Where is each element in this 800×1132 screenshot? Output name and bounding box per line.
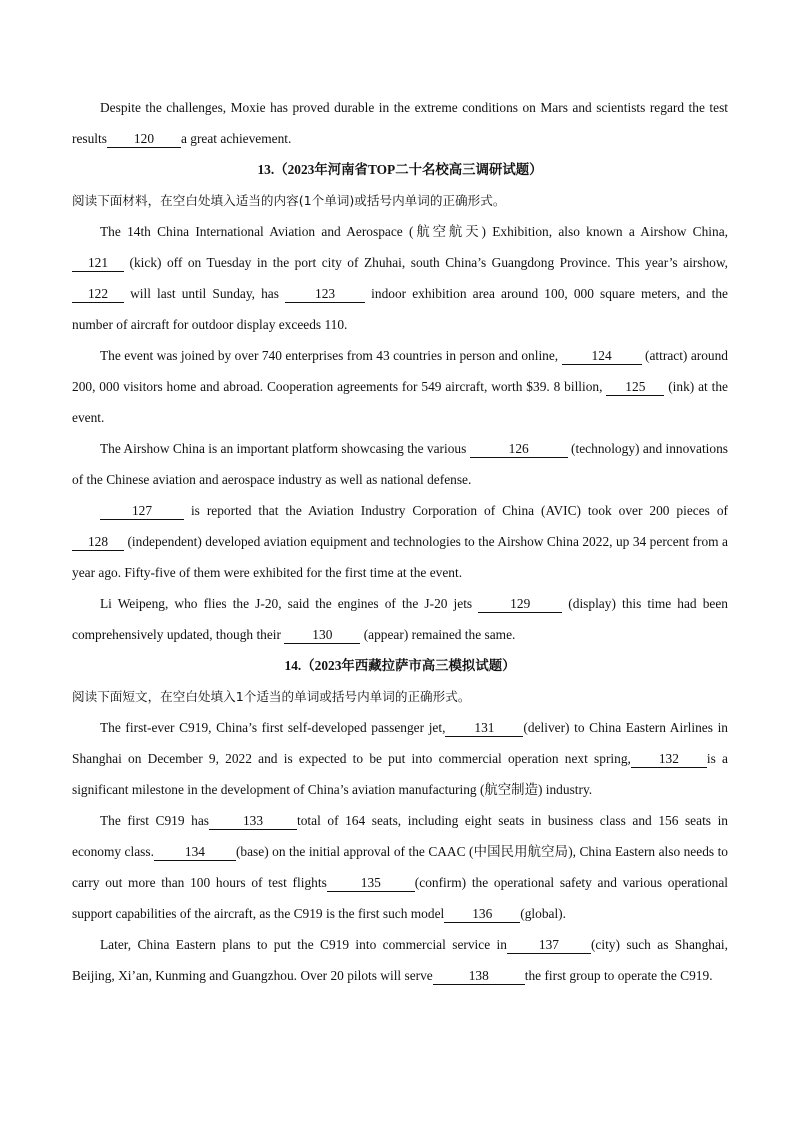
answer-blank-134: 134 <box>154 844 236 861</box>
answer-blank-123: 123 <box>285 286 365 303</box>
passage-paragraph <box>72 433 728 495</box>
passage-paragraph <box>72 495 728 588</box>
answer-blank-129: 129 <box>478 596 562 613</box>
passage-paragraph <box>72 588 728 650</box>
text-run: 13.（2023年河南省TOP二十名校高三调研试题） <box>257 162 543 177</box>
answer-blank-124: 124 <box>562 348 642 365</box>
answer-blank-128: 128 <box>72 534 124 551</box>
document-page <box>72 92 728 991</box>
passage-paragraph <box>72 216 728 340</box>
text-run: (technology) and innovations of the Chinese aviation and aerospace industry as well as national defense. <box>72 441 728 487</box>
text-run: is reported that the Aviation Industry Corporation of China (AVIC) took over 200 pieces of <box>184 503 728 518</box>
text-run: 阅读下面短文，在空白处填入1个适当的单词或括号内单词的正确形式。 <box>72 689 471 704</box>
text-run: The Airshow China is an important platform showcasing the various <box>100 441 470 456</box>
text-run: is a significant milestone in the development of China’s aviation manufacturing (航空制造) industry. <box>72 751 728 797</box>
passage-paragraph <box>72 340 728 433</box>
answer-blank-120: 120 <box>107 131 181 148</box>
answer-blank-125: 125 <box>606 379 664 396</box>
text-run: (attract) around 200, 000 visitors home and abroad. Cooperation agreements for 549 aircraft, worth $39. 8 billion, <box>72 348 729 394</box>
passage-paragraph <box>72 92 728 154</box>
text-run: The 14th China International Aviation and Aerospace (航空航天) Exhibition, also known a Airshow China, <box>100 224 728 239</box>
answer-blank-132: 132 <box>631 751 707 768</box>
answer-blank-138: 138 <box>433 968 525 985</box>
text-run: The first C919 has <box>100 813 209 828</box>
text-run: (global). <box>520 906 566 921</box>
text-run: (independent) developed aviation equipment and technologies to the Airshow China 2022, up 34 percent from a year ago. Fifty-five of them were exhibited for the first time at the event. <box>72 534 728 580</box>
passage-paragraph <box>72 712 728 805</box>
answer-blank-130: 130 <box>284 627 360 644</box>
answer-blank-122: 122 <box>72 286 124 303</box>
answer-blank-131: 131 <box>445 720 523 737</box>
text-run: (display) this time had been comprehensively updated, though their <box>72 596 728 642</box>
text-run: 14.（2023年西藏拉萨市高三模拟试题） <box>284 658 516 673</box>
text-run: (deliver) to China Eastern Airlines in Shanghai on December 9, 2022 and is expected to be put into commercial operation next spring, <box>72 720 728 766</box>
text-run: (kick) off on Tuesday in the port city of Zhuhai, south China’s Guangdong Province. This year’s airshow, <box>124 255 728 270</box>
answer-blank-135: 135 <box>327 875 415 892</box>
answer-blank-133: 133 <box>209 813 297 830</box>
section-heading <box>72 650 728 681</box>
text-run: (base) on the initial approval of the CAAC (中国民用航空局), China Eastern also needs to carry out more than 100 hours of test flights <box>72 844 728 890</box>
text-run: (confirm) the operational safety and various operational support capabilities of the aircraft, as the C919 is the first such model <box>72 875 728 921</box>
text-run: a great achievement. <box>180 131 292 146</box>
answer-blank-126: 126 <box>470 441 568 458</box>
answer-blank-136: 136 <box>444 906 520 923</box>
text-run: Despite the challenges, Moxie has proved durable in the extreme conditions on Mars and scientists regard the test results <box>72 100 728 146</box>
text-run: the first group to operate the C919. <box>524 968 713 983</box>
text-run: indoor exhibition area around 100, 000 square meters, and the number of aircraft for outdoor display exceeds 110. <box>72 286 728 332</box>
text-run: (ink) at the event. <box>72 379 728 425</box>
section-heading <box>72 154 728 185</box>
text-run: The first-ever C919, China’s first self-developed passenger jet, <box>100 720 446 735</box>
text-run: 阅读下面材料，在空白处填入适当的内容(1个单词)或括号内单词的正确形式。 <box>72 193 506 208</box>
passage-paragraph <box>72 929 728 991</box>
text-run: The event was joined by over 740 enterprises from 43 countries in person and online, <box>100 348 562 363</box>
text-run: (city) such as Shanghai, Beijing, Xi’an, Kunming and Guangzhou. Over 20 pilots will serve <box>72 937 728 983</box>
answer-blank-137: 137 <box>507 937 591 954</box>
text-run: total of 164 seats, including eight seats in business class and 156 seats in economy class. <box>72 813 728 859</box>
text-run: Later, China Eastern plans to put the C919 into commercial service in <box>100 937 507 952</box>
instruction-text <box>72 185 728 216</box>
text-run: Li Weipeng, who flies the J-20, said the engines of the J-20 jets <box>100 596 479 611</box>
instruction-text <box>72 681 728 712</box>
text-run: will last until Sunday, has <box>124 286 286 301</box>
answer-blank-127: 127 <box>100 503 184 520</box>
passage-paragraph <box>72 805 728 929</box>
text-run: (appear) remained the same. <box>360 627 516 642</box>
answer-blank-121: 121 <box>72 255 124 272</box>
